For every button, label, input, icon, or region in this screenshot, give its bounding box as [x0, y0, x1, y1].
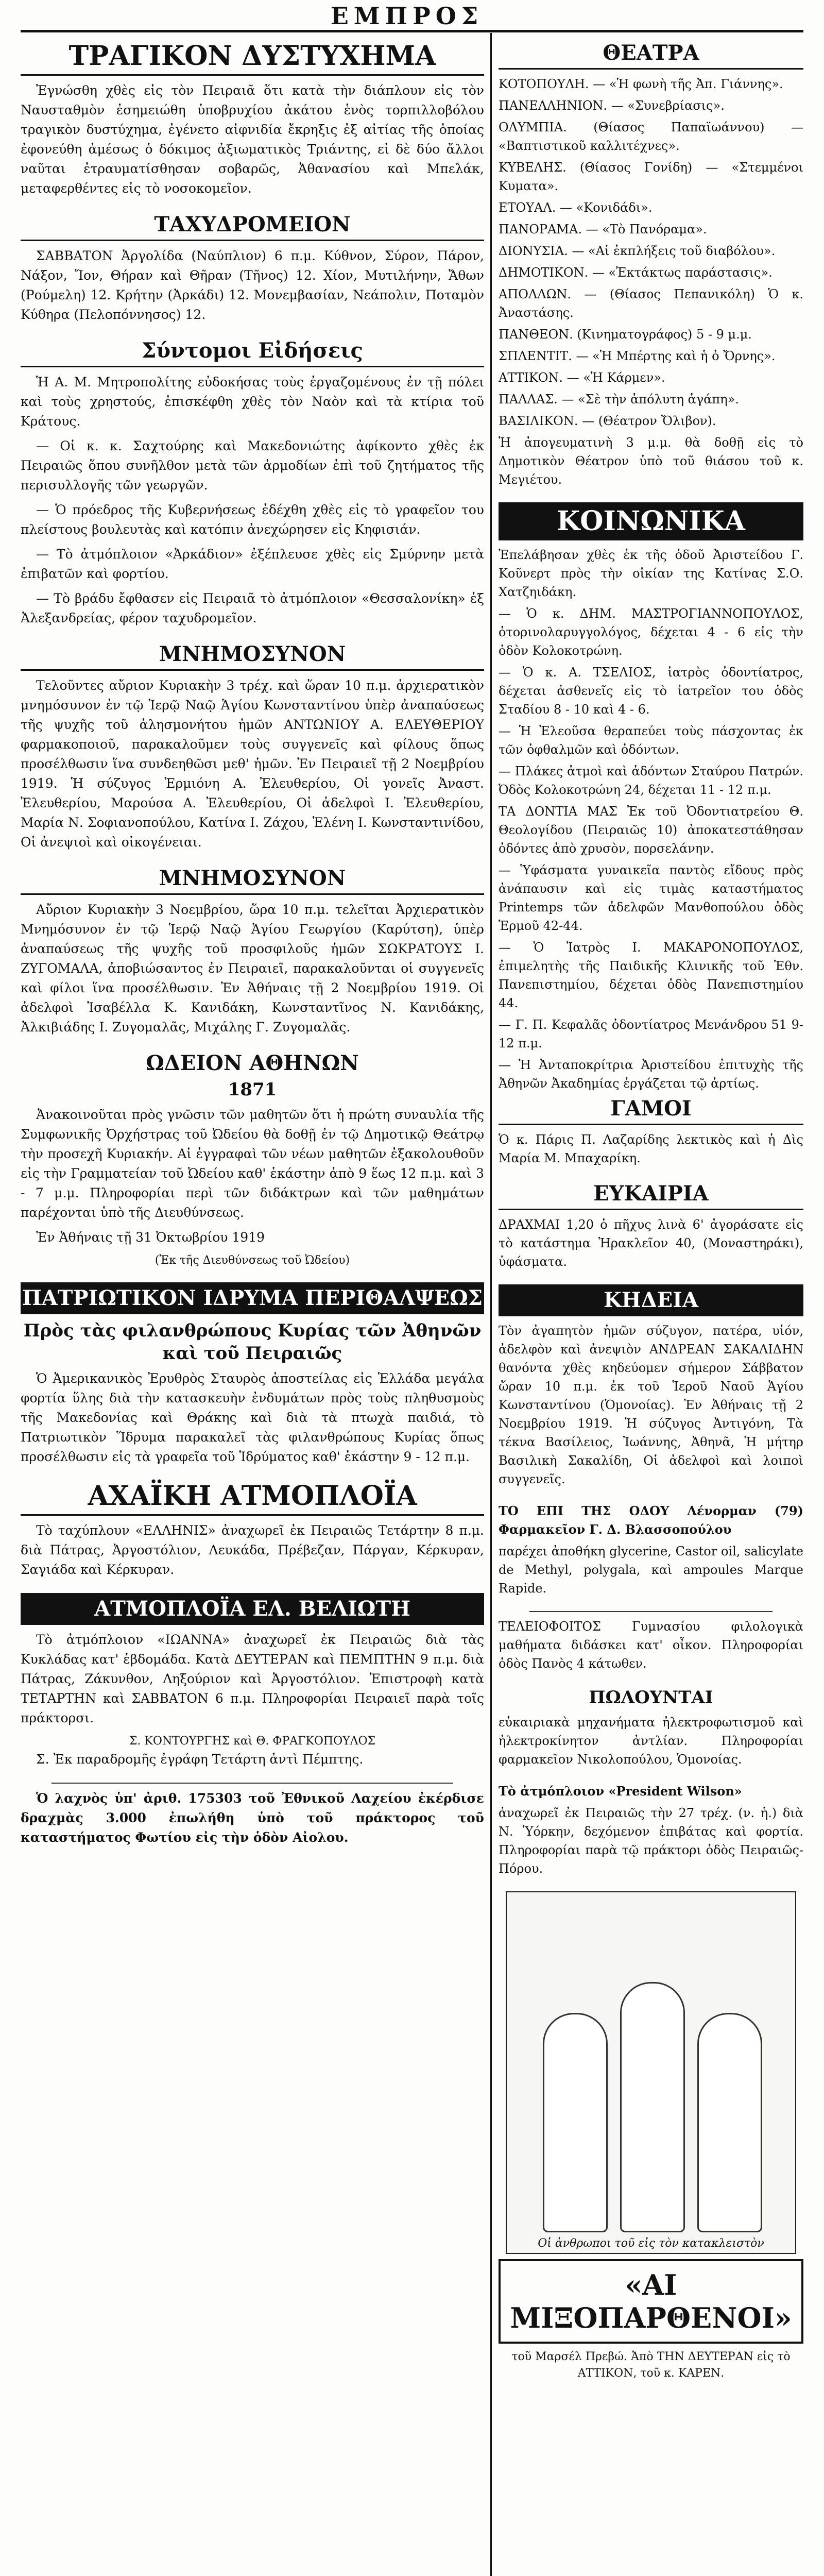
wilson-text: ἀναχωρεῖ ἐκ Πειραιῶς τὴν 27 τρέχ. (ν. ἡ.) διὰ Ν. Ὑόρκην, δεχόμενον ἐπιβάτας καὶ φορτία. Πληροφορίαι παρὰ τῷ πράκτορι ὁδὸς Πειραιῶς-Πόρου.	[499, 1806, 803, 1876]
brief-item: Ἡ Α. Μ. Μητροπολίτης εὐδοκήσας τοὺς ἐργαζομένους ἐν τῇ πόλει καὶ τοὺς χρηστούς, ἐπισκέφθη χθὲς τὸν Ναὸν καὶ τὰ κτίρια τοῦ Κράτους.	[21, 375, 484, 429]
section-wilson	[499, 1782, 803, 1878]
figure-drawing	[697, 2013, 762, 2232]
section-patriotic	[21, 1282, 484, 1467]
left-column	[21, 37, 484, 1861]
section-film-ad	[499, 2259, 803, 2382]
headline-briefs: Σύντομοι Εἰδήσεις	[21, 338, 484, 367]
section-theatres	[499, 40, 803, 489]
theatre-item: ΟΛΥΜΠΙΑ. (Θίασος Παπαϊωάννου) — «Βαπτιστικοῦ καλλιτέχνες».	[499, 120, 803, 153]
section-memorial-2	[21, 866, 484, 1037]
figure-drawing	[543, 2013, 608, 2232]
headline-social: ΚΟΙΝΩΝΙΚΑ	[499, 502, 803, 540]
theatre-item: ΠΑΛΛΑΣ. — «Σὲ τὴν ἀπόλυτη ἀγάπη».	[499, 392, 739, 406]
theatre-item: ΠΑΝΟΡΑΜΑ. — «Τὸ Πανόραμα».	[499, 222, 707, 236]
theatre-item: ΔΗΜΟΤΙΚΟΝ. — «Ἐκτάκτως παράστασις».	[499, 265, 772, 280]
social-item: — Πλάκες ἀτμοὶ καὶ ἀδόντων Σταύρου Πατρών. Ὀδὸς Κολοκοτρώνη 24, δέχεται 11 - 12 π.μ.	[499, 764, 803, 797]
theatre-item: ΠΑΝΘΕΟΝ. (Κινηματογράφος) 5 - 9 μ.μ.	[499, 327, 752, 342]
illustration-caption: Οἱ ἀνθρωποι τοῦ εἰς τὸν κατακλειστὸν	[538, 2237, 764, 2250]
social-item: ΤΑ ΔΟΝΤΙΑ ΜΑΣ Ἐκ τοῦ Ὀδοντιατρείου Θ. Θεολογίδου (Πειραιῶς 10) ἀποκατεστάθησαν ὀδόντες ἀπὸ χρυσὸν, πορσελάνην.	[499, 804, 803, 856]
patriotic-subtitle: Πρὸς τὰς φιλανθρώπους Κυρίας τῶν Ἀθηνῶν καὶ τοῦ Πειραιῶς	[23, 1320, 482, 1364]
headline-post: ΤΑΧΥΔΡΟΜΕΙΟΝ	[21, 212, 484, 241]
section-news-briefs	[21, 338, 484, 628]
headline-achaiki: ΑΧΑΪΚΗ ΑΤΜΟΠΛΟΪΑ	[21, 1480, 484, 1516]
section-for-sale	[499, 1686, 803, 1769]
theatre-item: ΒΑΣΙΛΙΚΟΝ. — (Θέατρον Ὄλιβον).	[499, 414, 716, 428]
veliotis-text: Τὸ ἀτμόπλοιον «ΙΩΑΝΝΑ» ἀναχωρεῖ ἐκ Πειραιῶς διὰ τὰς Κυκλάδας κατ' ἑβδομάδα. Κατὰ ΔΕΥΤΕΡΑΝ καὶ ΠΕΜΠΤΗΝ 9 π.μ. διὰ Πάτρας, Ζάκυνθον, Ληξούριον καὶ Ἀργοστόλιον. Ἐπιστροφὴ κατὰ ΤΕΤΑΡΤΗΝ καὶ ΣΑΒΒΑΤΟΝ 6 π.μ. Πληροφορίαι Πειραιεῖ παρὰ τοῖς πράκτορσι.	[21, 1632, 484, 1725]
brief-item: — Ὁ πρόεδρος τῆς Κυβερνήσεως ἐδέχθη χθὲς εἰς τὸ γραφεῖον του πλείστους βουλευτὰς καὶ κατόπιν ἀνεχώρησεν εἰς Κηφισιάν.	[21, 502, 484, 537]
brief-item: — Τὸ ἀτμόπλοιον «Ἀρκάδιον» ἐξέπλευσε χθὲς εἰς Σμύρνην μετὰ ἐπιβατῶν καὶ φορτίου.	[21, 547, 484, 581]
opportunity-text: ΔΡΑΧΜΑΙ 1,20 ὁ πῆχυς λινὰ 6' ἀγοράσατε εἰς τὸ κατάστημα Ἡρακλεῖον 40, (Μοναστηράκι), ὑφάσματα.	[499, 1217, 803, 1269]
headline-memorial: ΜΝΗΜΟΣΥΝΟΝ	[21, 641, 484, 671]
lottery-text: Ὁ λαχνὸς ὑπ' ἀριθ. 175303 τοῦ Ἐθνικοῦ Λαχείου ἐκέρδισε δραχμὰς 3.000 ἐπωλήθη ὑπὸ τοῦ πράκτορος τοῦ καταστήματος Φωτίου εἰς τὴν ὁδὸν Αἰολου.	[21, 1791, 484, 1845]
headline-theatres: ΘΕΑΤΡΑ	[499, 40, 803, 70]
theatre-item: ΠΑΝΕΛΛΗΝΙΟΝ. — «Συνεβρίασις».	[499, 98, 725, 113]
theatre-item: ΚΥΒΕΛΗΣ. (Θίασος Γονίδη) — «Στεμμένοι Κυματα».	[499, 160, 803, 193]
section-opportunity	[499, 1181, 803, 1271]
social-item: — Ἡ Ἀνταποκρίτρια Ἀριστείδου ἐπιτυχὴς τῆς Ἀθηνῶν Ἀκαδημίας ἐργάζεται τῷ ἀρτίως.	[499, 1058, 803, 1091]
divider	[52, 1783, 453, 1784]
theatre-item: ΚΟΤΟΠΟΥΛΗ. — «Ἡ φωνὴ τῆς Ἀπ. Γιάννης».	[499, 77, 783, 91]
section-conservatory	[21, 1050, 484, 1269]
masthead-rule	[21, 30, 803, 32]
memorial-text: Αὔριον Κυριακὴν 3 Νοεμβρίου, ὥρα 10 π.μ. τελεῖται Ἀρχιερατικὸν Μνημόσυνον ἐν τῷ Ἱερῷ Ναῷ Ἁγίου Γεωργίου (Καρύτση), ὑπὲρ ἀναπαύσεως τῆς ψυχῆς τοῦ προσφιλοῦς ἡμῶν ΣΩΚΡΑΤΟΥΣ Ι. ΖΥΓΟΜΑΛΑ, ἀποβιώσαντος ἐν Πειραιεῖ, παρακαλοῦνται οἱ συγγενεῖς καὶ φίλοι ἵνα προσέλθωσιν. Ἐν Ἀθήναις τῇ 2 Νοεμβρίου 1919. Οἱ ἀδελφοὶ Ἰσαβέλλα Κ. Κανιδάκη, Κωνσταντῖνος Ν. Κανιδάκης, Ἀλκιβιάδης Ι. Ζυγομαλᾶς, Μιχάλης Γ. Ζυγομαλᾶς.	[21, 902, 484, 1035]
funeral-text: Τὸν ἀγαπητὸν ἡμῶν σύζυγον, πατέρα, υἱόν, ἀδελφὸν καὶ ἀνεψιὸν ΑΝΔΡΕΑΝ ΣΑΚΑΛΙΔΗΝ θανόντα χθὲς κηδεύομεν σήμερον Σάββατον ὥραν 10 π.μ. ἐκ τοῦ Ἱεροῦ Ναοῦ Ἁγίου Κωνσταντίνου (Ὁμονοίας). Ἐν Ἀθήναις τῇ 2 Νοεμβρίου 1919. Ἡ σύζυγος Ἀντιγόνη, Τὰ τέκνα Βασίλειος, Ἰωάννης, Ἀθηνᾶ, Ἡ μήτηρ Βασιλικὴ Σακαλίδη, Οἱ ἀδελφοὶ καὶ λοιποὶ συγγενεῖς.	[499, 1324, 803, 1486]
film-ad-title: «ΑΙ ΜΙΞΟΠΑΡΘΕΝΟΙ»	[499, 2259, 803, 2344]
theatre-item: ΔΙΟΝΥΣΙΑ. — «Αἱ ἐκπλήξεις τοῦ διαβόλου».	[499, 244, 776, 258]
section-funeral	[499, 1284, 803, 1488]
headline-memorial: ΜΝΗΜΟΣΥΝΟΝ	[21, 866, 484, 895]
section-veliotis	[21, 1593, 484, 1769]
social-item: — Ὁ κ. ΔΗΜ. ΜΑΣΤΡΟΓΙΑΝΝΟΠΟΥΛΟΣ, ὀτορινολαρυγγολόγος, δέχεται 4 - 6 εἰς τὴν ὁδὸν Κολοκοτρώνη.	[499, 606, 803, 658]
brief-item: — Τὸ βράδυ ἔφθασεν εἰς Πειραιᾶ τὸ ἀτμόπλοιον «Θεσσαλονίκη» ἐξ Ἀλεξανδρείας, φέρον ταχυδρομεῖον.	[21, 591, 484, 625]
headline-accident: ΤΡΑΓΙΚΟΝ ΔΥΣΤΥΧΗΜΑ	[21, 40, 484, 76]
masthead: ΕΜΠΡΟΣ	[330, 2, 484, 30]
headline-weddings: ΓΑΜΟΙ	[499, 1096, 803, 1125]
pharmacy-text: παρέχει ἀποθήκη glycerine, Castor oil, salicylate de Methyl, polygala, καὶ ampoules Marque Rapide.	[499, 1544, 803, 1596]
headline-veliotis: ΑΤΜΟΠΛΟΪΑ ΕΛ. ΒΕΛΙΩΤΗ	[21, 1593, 484, 1625]
achaiki-text: Τὸ ταχύπλουν «ΕΛΛΗΝΙΣ» ἀναχωρεῖ ἐκ Πειραιῶς Τετάρτην 8 π.μ. διὰ Πάτρας, Ἀργοστόλιον, Λευκάδα, Πρέβεζαν, Πάργαν, Κέρκυραν, Σαγιάδα καὶ Κέρκυραν.	[21, 1523, 484, 1577]
brief-item: — Οἱ κ. κ. Σαχτούρης καὶ Μακεδονιώτης ἀφίκοντο χθὲς ἐκ Πειραιῶς ὅπου συνῆλθον μετὰ τῶν ἀρμοδίων ἐπὶ τοῦ ζητήματος τῆς περισυλλογῆς τῶν γεωργῶν.	[21, 438, 484, 493]
figure-drawing	[620, 1982, 685, 2232]
graduate-text: ΤΕΛΕΙΟΦΟΙΤΟΣ Γυμνασίου φιλολογικὰ μαθήματα διδάσκει κατ' οἶκον. Πληροφορίαι ὁδὸς Πανὸς 4 κάτωθεν.	[499, 1619, 803, 1671]
conservatory-date: Ἐν Ἀθήναις τῇ 31 Ὀκτωβρίου 1919	[36, 1230, 265, 1245]
section-graduate	[499, 1617, 803, 1673]
for-sale-text: εὐκαιριακὰ μηχανήματα ἠλεκτροφωτισμοῦ καὶ ἠλεκτροκίνητον ἀντλίαν. Πληροφορίαι φαρμακεῖον Νικολοπούλου, Ὁμονοίας.	[499, 1715, 803, 1767]
right-column	[499, 37, 803, 2395]
headline-funeral: ΚΗΔΕΙΑ	[499, 1284, 803, 1316]
social-item: — Ὑφάσματα γυναικεῖα παντὸς εἴδους πρὸς ἀνάπαυσιν καὶ εἰς τιμὰς καταστήματος Printemps τῶν ἀδελφῶν Μανθοπούλου ὁδὸς Ἑρμοῦ 42-44.	[499, 863, 803, 933]
conservatory-text: Ἀνακοινοῦται πρὸς γνῶσιν τῶν μαθητῶν ὅτι ἡ πρώτη συναυλία τῆς Συμφωνικῆς Ὀρχήστρας τοῦ Ὠδείου θὰ δοθῇ ἐν τῷ Δημοτικῷ Θεάτρῳ τὴν προσεχῆ Κυριακήν. Αἱ ἐγγραφαὶ τῶν νέων μαθητῶν ἐξακολουθοῦν εἰς τὴν Γραμματείαν τοῦ Ὠδείου καθ' ἑκάστην ἀπὸ 9 ἕως 12 π.μ. καὶ 3 - 7 μ.μ. Πληροφορίαι περὶ τῶν διδάκτρων καὶ τῶν μαθημάτων παρέχονται ὑπὸ τῆς Διευθύνσεως.	[21, 1107, 484, 1220]
memorial-text: Τελοῦντες αὔριον Κυριακὴν 3 τρέχ. καὶ ὥραν 10 π.μ. ἀρχιερατικὸν μνημόσυνον ἐν τῷ Ἱερῷ Ναῷ Ἁγίου Κωνσταντίνου ὑπὲρ ἀναπαύσεως τῆς ψυχῆς τοῦ ἀλησμονήτου ἡμῶν ΑΝΤΩΝΙΟΥ Α. ΕΛΕΥΘΕΡΙΟΥ φαρμακοποιοῦ, παρακαλοῦμεν τοὺς συγγενεῖς καὶ φίλους ὅπως προσέλθωσιν ἵνα συνδεηθῶσι μεθ' ἡμῶν. Ἐν Πειραιεῖ τῇ 2 Νοεμβρίου 1919. Ἡ σύζυγος Ἑρμιόνη Α. Ἐλευθερίου, Οἱ γονεῖς Ἀναστ. Ἐλευθερίου, Μαρούσα Α. Ἐλευθερίου, Οἱ ἀδελφοὶ Ι. Ἐλευθερίου, Μαρία Ν. Σοφιανοπούλου, Κατίνα Ι. Ζάχου, Ἑλένη Ι. Κωνσταντινίδου, Οἱ ἀνεψιοὶ καὶ οἰκογένειαι.	[21, 678, 484, 850]
conservatory-year: 1871	[228, 1079, 277, 1100]
pharmacy-title: ΤΟ ΕΠΙ ΤΗΣ ΟΔΟΥ Λένορμαν (79) Φαρμακεῖον Γ. Δ. Βλασσοπούλου	[499, 1503, 803, 1537]
social-item: — Ὁ Ἰατρὸς Ι. ΜΑΚΑΡΟΝΟΠΟΥΛΟΣ, ἐπιμελητὴς τῆς Παιδικῆς Κλινικῆς τοῦ Ἐθν. Πανεπιστημίου, δέχεται ὁδὸς Πανεπιστημίου 44.	[499, 940, 803, 1010]
patriotic-text: Ὁ Ἀμερικανικὸς Ἐρυθρὸς Σταυρὸς ἀποστείλας εἰς Ἑλλάδα μεγάλα φορτία ὕλης διὰ τὴν κατασκευὴν ἐνδυμάτων πρὸς τοὺς πληθυσμοὺς τῆς Μακεδονίας καὶ Θράκης καὶ διὰ τὰ πτωχὰ παιδιά, τὸ Πατριωτικὸν Ἵδρυμα παρακαλεῖ τὰς φιλανθρώπους Κυρίας ὅπως προσέλθωσιν εἰς τὰ γραφεῖα τοῦ Ἱδρύματος καθ' ἑκάστην 9 - 12 π.μ.	[21, 1371, 484, 1464]
column-divider	[490, 33, 492, 2576]
veliotis-note: Σ. Ἐκ παραδρομῆς ἐγράφη Τετάρτη ἀντὶ Πέμπτης.	[36, 1752, 364, 1767]
section-memorial-1	[21, 641, 484, 852]
veliotis-signature: Σ. ΚΟΝΤΟΥΡΓΗΣ καὶ Θ. ΦΡΑΓΚΟΠΟΥΛΟΣ	[129, 1735, 376, 1748]
headline-patriotic: ΠΑΤΡΙΩΤΙΚΟΝ ΙΔΡΥΜΑ ΠΕΡΙΘΑΛΨΕΩΣ	[21, 1282, 484, 1314]
conservatory-signature: (Ἐκ τῆς Διευθύνσεως τοῦ Ὠδείου)	[154, 1254, 350, 1267]
theatre-item: ΣΠΛΕΝΤΙΤ. — «Ἡ Μπέρτης καὶ ἡ ὁ Ὄρνης».	[499, 349, 776, 363]
wilson-title: Τὸ ἀτμόπλοιον «President Wilson»	[499, 1784, 742, 1799]
article-text: Ἐγνώσθη χθὲς εἰς τὸν Πειραιᾶ ὅτι κατὰ τὴν διάπλουν εἰς τὸν Ναυσταθμὸν ἐσημειώθη ὑποβρυχίου ἀκάτου ἑνὸς τορπιλλοβόλου τραγικὸν δυστύχημα, ἐγένετο αἰφνιδία ἔκρηξις ἐξ αἰτίας τῆς ὁποίας ἐφονεύθη ἀμέσως ὁ δόκιμος ἀξιωματικὸς Τριάντης, εἰ δὲ δύο ἄλλοι ναῦται ἐτραυματίσθησαν σοβαρῶς, Ἀθανασίου καὶ Μπελάκ, μεταφερθέντες εἰς τὸ νοσοκομεῖον.	[21, 83, 484, 196]
divider	[529, 1611, 772, 1612]
section-post	[21, 212, 484, 325]
social-item: — Γ. Π. Κεφαλᾶς ὀδοντίατρος Μενάνδρου 51 9-12 π.μ.	[499, 1018, 803, 1050]
social-item: Ἐπελάβησαν χθὲς ἐκ τῆς ὁδοῦ Ἀριστείδου Γ. Κοῦνερτ πρὸς τὴν οἰκίαν της Κατίνας Σ.Ο. Χατζηιδάκη.	[499, 548, 803, 599]
social-item: — Ἡ Ἐλεοῦσα θεραπεύει τοὺς πάσχοντας ἐκ τῶν ὀφθαλμῶν καὶ ὀδόντων.	[499, 724, 803, 757]
film-ad-text: τοῦ Μαρσέλ Πρεβώ. Ἀπὸ ΤΗΝ ΔΕΥΤΕΡΑΝ εἰς τὸ ΑΤΤΙΚΟΝ, τοῦ κ. ΚΑΡΕΝ.	[511, 2350, 791, 2380]
wedding-item: Ὁ κ. Πάρις Π. Λαζαρίδης λεκτικὸς καὶ ἡ Δὶς Μαρία Μ. Μπαχαρίκη.	[499, 1132, 803, 1165]
section-accident	[21, 40, 484, 198]
theatre-item: Ἡ ἀπογευματινὴ 3 μ.μ. θὰ δοθῇ εἰς τὸ Δημοτικὸν Θέατρον ὑπὸ τοῦ θιάσου τοῦ κ. Μεγιέτου.	[499, 435, 803, 487]
social-item: — Ὁ κ. Α. ΤΣΕΛΙΟΣ, ἰατρὸς ὀδοντίατρος, δέχεται ἀσθενεῖς εἰς τὸ ἰατρεῖον του ὁδὸς Σταδίου 8 - 10 καὶ 4 - 6.	[499, 665, 803, 717]
headline-for-sale: ΠΩΛΟΥΝΤΑΙ	[589, 1687, 713, 1708]
theatre-item: ΑΤΤΙΚΟΝ. — «Ἡ Κάρμεν».	[499, 370, 665, 385]
section-pharmacy	[499, 1502, 803, 1598]
section-lottery	[21, 1789, 484, 1848]
headline-conservatory: ΩΔΕΙΟΝ ΑΘΗΝΩΝ	[146, 1051, 359, 1075]
section-achaiki	[21, 1480, 484, 1580]
theatre-item: ΕΤΟΥΑΛ. — «Κονιδάδι».	[499, 200, 653, 215]
headline-opportunity: ΕΥΚΑΙΡΙΑ	[499, 1181, 803, 1210]
section-social	[499, 502, 803, 1167]
article-text: ΣΑΒΒΑΤΟΝ Ἀργολίδα (Ναύπλιον) 6 π.μ. Κύθνον, Σύρον, Πάρον, Νάξον, Ἴον, Θήραν καὶ Θῆραν (Τῆνος) 12. Χίον, Μυτιλήνην, Ἄθων (Ρούμελη) 12. Κρήτην (Ἀρκάδι) 12. Μονεμβασίαν, Νεάπολιν, Ποταμὸν Κύθηρα (Πελοπόννησος) 12.	[21, 248, 484, 322]
illustration-figures	[506, 1891, 796, 2254]
theatre-item: ΑΠΟΛΛΩΝ. — (Θίασος Πεπανικόλη) Ὁ κ. Ἀναστάσης.	[499, 287, 803, 320]
